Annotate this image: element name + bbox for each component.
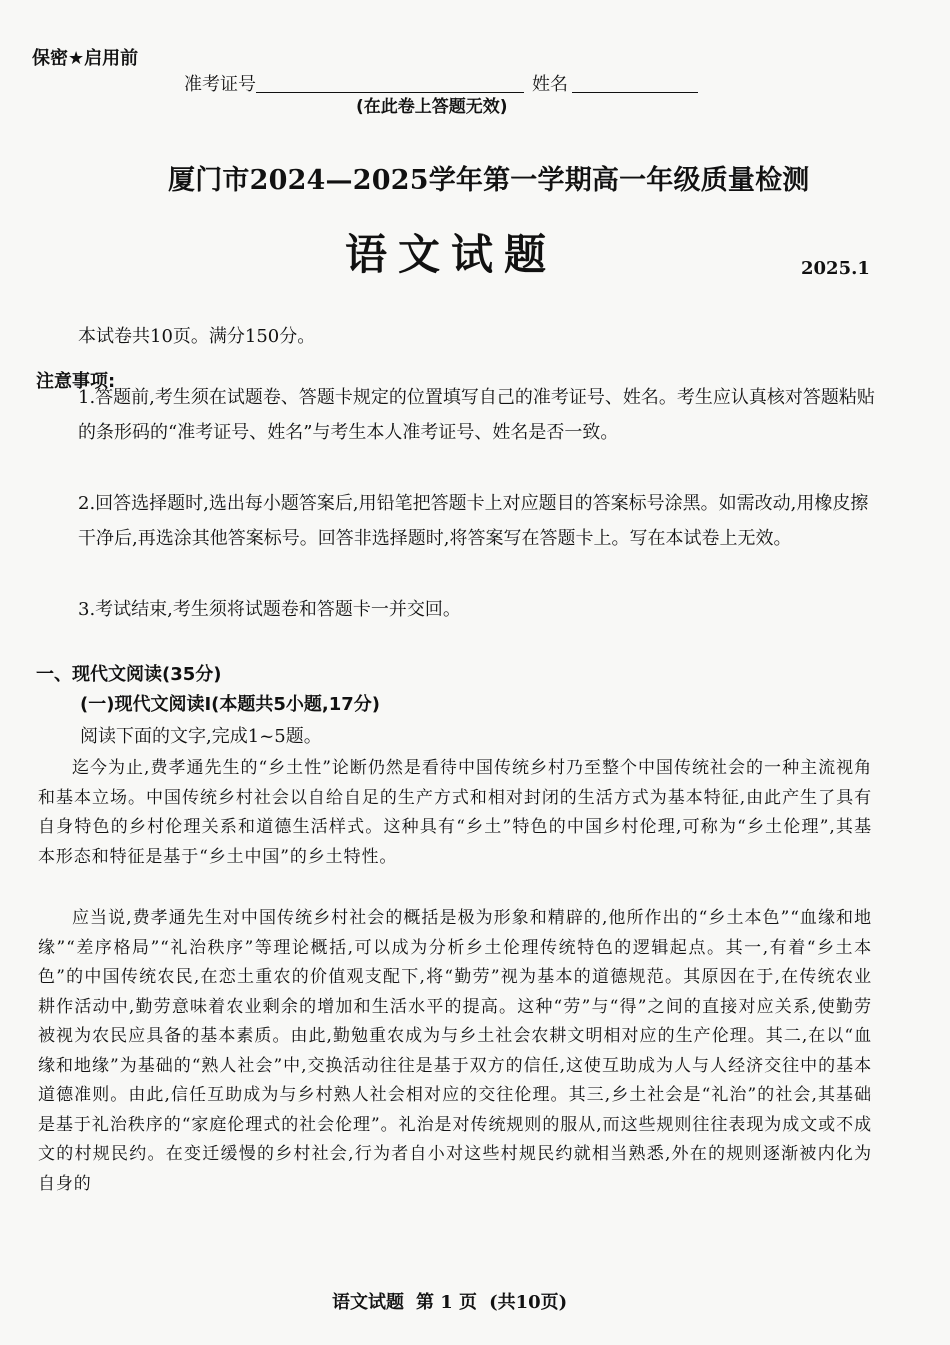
notes-heading: 注意事项: bbox=[36, 371, 116, 392]
section-title: 一、现代文阅读(35分) bbox=[36, 664, 222, 685]
exam-title: 厦门市2024—2025学年第一学期高一年级质量检测 bbox=[168, 165, 810, 196]
subject-title: 语文试题 bbox=[345, 230, 558, 279]
name-blank bbox=[572, 74, 698, 93]
paper-summary: 本试卷共10页。满分150分。 bbox=[78, 326, 316, 347]
notice-item: 1.答题前,考生须在试题卷、答题卡规定的位置填写自己的准考证号、姓名。考生应认真核对答题粘贴的条形码的“准考证号、姓名”与考生本人准考证号、姓名是否一致。 bbox=[78, 387, 875, 443]
invalid-answer-note: (在此卷上答题无效) bbox=[356, 97, 508, 117]
notice-item: 3.考试结束,考生须将试题卷和答题卡一并交回。 bbox=[78, 599, 461, 620]
passage-paragraph: 应当说,费孝通先生对中国传统乡村社会的概括是极为形象和精辟的,他所作出的“乡土本色”“血缘和地缘”“差序格局”“礼治秩序”等理论概括,可以成为分析乡土伦理传统特色的逻辑起点。其一,有着“乡土本色”的中国传统农民,在恋土重农的价值观支配下,将“勤劳”视为基本的道德规范。其原因在于,在传统农业耕作活动中,勤劳意味着农业剩余的增加和生活水平的提高。这种“劳”与“得”之间的直接对应关系,使勤劳被视为农民应具备的基本素质。由此,勤勉重农成为与乡土社会农耕文明相对应的生产伦理。其二,在以“血缘和地缘”为基础的“熟人社会”中,交换活动往往是基于双方的信任,这使互助成为人与人经济交往中的基本道德准则。由此,信任互助成为与乡村熟人社会相对应的交往伦理。其三,乡土社会是“礼治”的社会,其基础是基于礼治秩序的“家庭伦理式的社会伦理”。礼治是对传统规则的服从,而这些规则往往表现为成文或不成文的村规民约。在变迁缓慢的乡村社会,行为者自小对这些村规民约就相当熟悉,外在的规则逐渐被内化为自身的 bbox=[38, 908, 872, 1194]
candidate-number-blank bbox=[256, 74, 524, 93]
name-label: 姓名 bbox=[532, 74, 568, 95]
candidate-number-label: 准考证号 bbox=[184, 74, 256, 95]
exam-date: 2025.1 bbox=[801, 258, 870, 279]
notice-item: 2.回答选择题时,选出每小题答案后,用铅笔把答题卡上对应题目的答案标号涂黑。如需改动,用橡皮擦干净后,再选涂其他答案标号。回答非选择题时,将答案写在答题卡上。写在本试卷上无效。 bbox=[78, 493, 869, 549]
footer-total-pages: (共10页) bbox=[489, 1292, 568, 1313]
page-footer bbox=[332, 1288, 579, 1314]
footer-page-number: 第 1 页 bbox=[416, 1292, 478, 1313]
footer-subject: 语文试题 bbox=[332, 1292, 404, 1313]
reading-instruction: 阅读下面的文字,完成1~5题。 bbox=[80, 726, 322, 747]
passage-paragraph: 迄今为止,费孝通先生的“乡土性”论断仍然是看待中国传统乡村乃至整个中国传统社会的一种主流视角和基本立场。中国传统乡村社会以自给自足的生产方式和相对封闭的生活方式为基本特征,由此产生了具有自身特色的乡村伦理关系和道德生活样式。这种具有“乡土”特色的中国乡村伦理,可称为“乡土伦理”,其基本形态和特征是基于“乡土中国”的乡土特性。 bbox=[38, 758, 872, 867]
subsection-title: (一)现代文阅读Ⅰ(本题共5小题,17分) bbox=[80, 694, 381, 715]
confidential-label: 保密★启用前 bbox=[32, 48, 139, 69]
